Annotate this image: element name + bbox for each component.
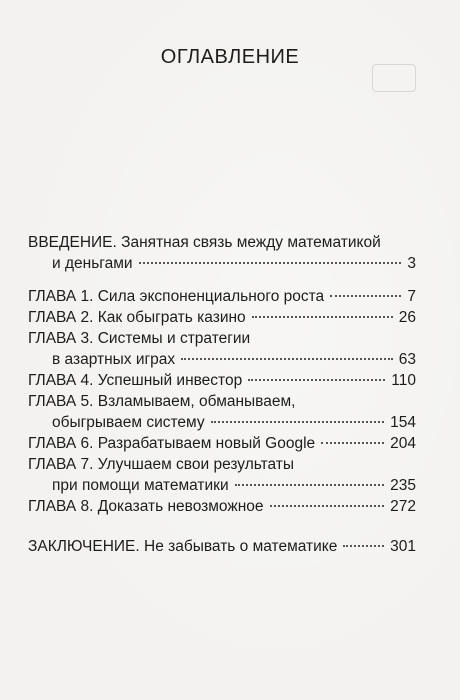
dot-leader: [211, 421, 385, 423]
toc-page-number: 110: [391, 372, 416, 389]
dot-leader: [181, 358, 393, 360]
table-of-contents: [28, 232, 416, 557]
dot-leader: [330, 295, 401, 297]
toc-entry-chapter-7[interactable]: [28, 454, 416, 496]
section-spacer: [28, 517, 416, 536]
toc-entry-title: ГЛАВА 7. Улучшаем свои результаты: [28, 456, 295, 473]
toc-entry-chapter-3[interactable]: [28, 328, 416, 370]
toc-entry-introduction[interactable]: [28, 232, 416, 274]
toc-entry-title: ВВЕДЕНИЕ. Занятная связь между математикой: [28, 234, 381, 251]
toc-entry-chapter-8[interactable]: [28, 496, 416, 517]
toc-page-number: 235: [390, 477, 416, 494]
toc-entry-title: ГЛАВА 2. Как обыграть казино: [28, 309, 246, 326]
dot-leader: [270, 505, 385, 507]
toc-entry-title: ГЛАВА 4. Успешный инвестор: [28, 372, 243, 389]
dot-leader: [235, 484, 385, 486]
toc-entry-title: ГЛАВА 8. Доказать невозможное: [28, 498, 264, 515]
dot-leader: [139, 262, 402, 264]
toc-entry-title: ГЛАВА 6. Разрабатываем новый Google: [28, 435, 316, 452]
toc-entry-chapter-1[interactable]: [28, 286, 416, 307]
dot-leader: [252, 316, 393, 318]
toc-entry-chapter-4[interactable]: [28, 370, 416, 391]
toc-entry-title: ЗАКЛЮЧЕНИЕ. Не забывать о математике: [28, 538, 338, 555]
toc-page-number: 3: [407, 255, 416, 272]
toc-entry-title-continued: и деньгами: [52, 255, 133, 272]
toc-entry-chapter-5[interactable]: [28, 391, 416, 433]
toc-entry-title-continued: при помощи математики: [52, 477, 229, 494]
toc-entry-chapter-6[interactable]: [28, 433, 416, 454]
dot-leader: [343, 545, 384, 547]
toc-page-number: 154: [390, 414, 416, 431]
toc-page-number: 272: [390, 498, 416, 515]
dot-leader: [248, 379, 385, 381]
toc-entry-title: ГЛАВА 3. Системы и стратегии: [28, 330, 251, 347]
toc-entry-conclusion[interactable]: [28, 536, 416, 557]
toc-entry-title: ГЛАВА 1. Сила экспоненциального роста: [28, 288, 325, 305]
dot-leader: [321, 442, 384, 444]
toc-page-number: 301: [390, 538, 416, 555]
toc-page-number: 204: [390, 435, 416, 452]
toc-page-number: 7: [407, 288, 416, 305]
toc-entry-title-continued: обыгрываем систему: [52, 414, 205, 431]
toc-entry-title: ГЛАВА 5. Взламываем, обманываем,: [28, 393, 296, 410]
page-title: ОГЛАВЛЕНИЕ: [160, 46, 300, 68]
toc-page-number: 26: [398, 309, 416, 326]
toc-entry-chapter-2[interactable]: [28, 307, 416, 328]
toc-entry-title-continued: в азартных играх: [52, 351, 176, 368]
toc-page-number: 63: [398, 351, 416, 368]
